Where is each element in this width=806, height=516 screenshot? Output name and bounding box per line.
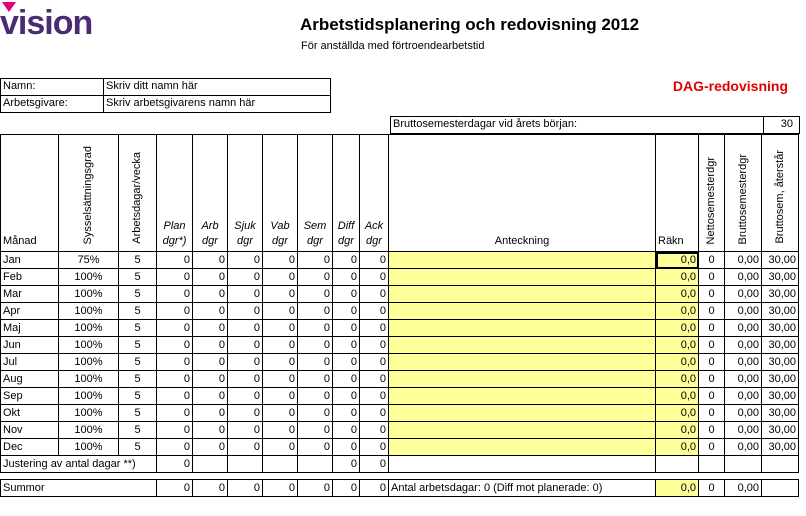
cell-netto: 0 <box>699 439 725 456</box>
summary-label: Summor <box>1 480 157 497</box>
cell-brutto: 0,00 <box>725 354 762 371</box>
cell-days[interactable]: 5 <box>119 405 157 422</box>
report-table <box>0 134 799 497</box>
summary-vab: 0 <box>263 480 298 497</box>
col-sem: Sem dgr <box>298 135 333 252</box>
cell-arb[interactable]: 0 <box>193 388 228 405</box>
cell-vab[interactable]: 0 <box>263 286 298 303</box>
cell-sem[interactable]: 0 <box>298 337 333 354</box>
cell-days[interactable]: 5 <box>119 354 157 371</box>
cell-vab[interactable]: 0 <box>263 303 298 320</box>
cell-pct[interactable]: 100% <box>59 286 119 303</box>
summary-row <box>1 480 799 497</box>
cell-pct[interactable]: 100% <box>59 388 119 405</box>
blank-cell <box>298 456 333 473</box>
table-row <box>1 269 799 286</box>
cell-plan[interactable]: 0 <box>157 286 193 303</box>
cell-rest: 30,00 <box>762 439 799 456</box>
cell-sem[interactable]: 0 <box>298 303 333 320</box>
table-row <box>1 252 799 269</box>
cell-pct[interactable]: 100% <box>59 439 119 456</box>
blank-cell <box>389 456 656 473</box>
cell-sem[interactable]: 0 <box>298 286 333 303</box>
cell-plan[interactable]: 0 <box>157 422 193 439</box>
cell-pct[interactable]: 100% <box>59 337 119 354</box>
cell-ack: 0 <box>360 354 389 371</box>
cell-sem[interactable]: 0 <box>298 388 333 405</box>
table-row <box>1 371 799 388</box>
cell-month: Sep <box>1 388 59 405</box>
table-row <box>1 354 799 371</box>
blank-cell <box>725 456 762 473</box>
cell-rakn: 0,0 <box>656 405 699 422</box>
cell-rest: 30,00 <box>762 337 799 354</box>
cell-month: Jan <box>1 252 59 269</box>
cell-arb[interactable]: 0 <box>193 371 228 388</box>
cell-note[interactable] <box>389 337 656 354</box>
cell-netto: 0 <box>699 422 725 439</box>
cell-rest: 30,00 <box>762 303 799 320</box>
cell-vab[interactable]: 0 <box>263 320 298 337</box>
cell-rest: 30,00 <box>762 286 799 303</box>
cell-netto: 0 <box>699 303 725 320</box>
col-month: Månad <box>1 135 59 252</box>
col-vab: Vab dgr <box>263 135 298 252</box>
cell-rakn: 0,0 <box>656 320 699 337</box>
cell-diff: 0 <box>333 371 360 388</box>
cell-days[interactable]: 5 <box>119 286 157 303</box>
cell-note[interactable] <box>389 388 656 405</box>
cell-days[interactable]: 5 <box>119 252 157 269</box>
cell-diff: 0 <box>333 388 360 405</box>
spacer-row <box>1 473 799 480</box>
cell-sjuk[interactable]: 0 <box>228 252 263 269</box>
cell-brutto: 0,00 <box>725 439 762 456</box>
cell-rakn: 0,0 <box>656 337 699 354</box>
page-title: Arbetstidsplanering och redovisning 2012 <box>300 15 640 34</box>
cell-sjuk[interactable]: 0 <box>228 388 263 405</box>
cell-vab[interactable]: 0 <box>263 252 298 269</box>
cell-rakn: 0,0 <box>656 303 699 320</box>
col-brutto-rest: Bruttosem, återstår <box>762 135 799 252</box>
summary-plan: 0 <box>157 480 193 497</box>
cell-rest: 30,00 <box>762 371 799 388</box>
cell-note[interactable] <box>389 422 656 439</box>
cell-ack: 0 <box>360 303 389 320</box>
col-netto: Nettosemesterdgr <box>699 135 725 252</box>
cell-brutto: 0,00 <box>725 252 762 269</box>
cell-netto: 0 <box>699 269 725 286</box>
cell-plan[interactable]: 0 <box>157 354 193 371</box>
col-arb: Arb dgr <box>193 135 228 252</box>
cell-plan[interactable]: 0 <box>157 269 193 286</box>
table-row <box>1 320 799 337</box>
cell-diff: 0 <box>333 422 360 439</box>
cell-pct[interactable]: 75% <box>59 252 119 269</box>
col-sjuk: Sjuk dgr <box>228 135 263 252</box>
cell-plan[interactable]: 0 <box>157 303 193 320</box>
cell-days[interactable]: 5 <box>119 439 157 456</box>
cell-arb[interactable]: 0 <box>193 303 228 320</box>
cell-brutto: 0,00 <box>725 371 762 388</box>
cell-sem[interactable]: 0 <box>298 439 333 456</box>
summary-sjuk: 0 <box>228 480 263 497</box>
adjustment-label: Justering av antal dagar **) <box>1 456 157 473</box>
cell-ack: 0 <box>360 252 389 269</box>
cell-netto: 0 <box>699 388 725 405</box>
table-row <box>1 422 799 439</box>
cell-pct[interactable]: 100% <box>59 371 119 388</box>
employer-label: Arbetsgivare: <box>0 95 104 113</box>
cell-netto: 0 <box>699 371 725 388</box>
blank-cell <box>263 456 298 473</box>
cell-month: Maj <box>1 320 59 337</box>
cell-pct[interactable]: 100% <box>59 405 119 422</box>
cell-days[interactable]: 5 <box>119 422 157 439</box>
cell-note[interactable] <box>389 269 656 286</box>
cell-plan[interactable]: 0 <box>157 320 193 337</box>
cell-diff: 0 <box>333 303 360 320</box>
cell-brutto: 0,00 <box>725 337 762 354</box>
cell-diff: 0 <box>333 320 360 337</box>
col-workdays-week: Arbetsdagar/vecka <box>119 135 157 252</box>
cell-note[interactable] <box>389 252 656 269</box>
cell-sjuk[interactable]: 0 <box>228 405 263 422</box>
col-brutto: Bruttosemesterdgr <box>725 135 762 252</box>
col-note: Anteckning <box>389 135 656 252</box>
adjustment-row <box>1 456 799 473</box>
spacer-cell <box>1 473 799 480</box>
cell-pct[interactable]: 100% <box>59 303 119 320</box>
cell-plan[interactable]: 0 <box>157 388 193 405</box>
cell-rakn: 0,0 <box>656 269 699 286</box>
cell-plan[interactable]: 0 <box>157 371 193 388</box>
cell-rest: 30,00 <box>762 320 799 337</box>
cell-netto: 0 <box>699 286 725 303</box>
cell-days[interactable]: 5 <box>119 388 157 405</box>
cell-netto: 0 <box>699 252 725 269</box>
cell-arb[interactable]: 0 <box>193 286 228 303</box>
summary-brutto: 0,00 <box>725 480 762 497</box>
cell-sjuk[interactable]: 0 <box>228 286 263 303</box>
cell-diff: 0 <box>333 337 360 354</box>
cell-plan[interactable]: 0 <box>157 439 193 456</box>
cell-ack: 0 <box>360 405 389 422</box>
adjustment-ack: 0 <box>360 456 389 473</box>
blank-cell <box>699 456 725 473</box>
blank-cell <box>762 456 799 473</box>
cell-note[interactable] <box>389 405 656 422</box>
summary-rakn: 0,0 <box>656 480 699 497</box>
cell-vab[interactable]: 0 <box>263 337 298 354</box>
cell-month: Feb <box>1 269 59 286</box>
cell-vab[interactable]: 0 <box>263 422 298 439</box>
table-row <box>1 388 799 405</box>
blank-cell <box>193 456 228 473</box>
table-row <box>1 286 799 303</box>
cell-brutto: 0,00 <box>725 303 762 320</box>
cell-sjuk[interactable]: 0 <box>228 269 263 286</box>
cell-days[interactable]: 5 <box>119 269 157 286</box>
blank-cell <box>656 456 699 473</box>
cell-ack: 0 <box>360 337 389 354</box>
cell-pct[interactable]: 100% <box>59 422 119 439</box>
summary-note: Antal arbetsdagar: 0 (Diff mot planerade: 0) <box>389 480 656 497</box>
col-plan: Plan dgr*) <box>157 135 193 252</box>
cell-vab[interactable]: 0 <box>263 439 298 456</box>
table-row <box>1 303 799 320</box>
table-row <box>1 439 799 456</box>
cell-rest: 30,00 <box>762 388 799 405</box>
cell-ack: 0 <box>360 269 389 286</box>
cell-diff: 0 <box>333 269 360 286</box>
cell-pct[interactable]: 100% <box>59 354 119 371</box>
cell-month: Aug <box>1 371 59 388</box>
cell-month: Dec <box>1 439 59 456</box>
cell-rakn: 0,0 <box>656 422 699 439</box>
summary-arb: 0 <box>193 480 228 497</box>
cell-pct[interactable]: 100% <box>59 269 119 286</box>
cell-rakn: 0,0 <box>656 354 699 371</box>
cell-arb[interactable]: 0 <box>193 439 228 456</box>
cell-sem[interactable]: 0 <box>298 405 333 422</box>
vision-logo: vision <box>0 4 93 42</box>
cell-sem[interactable]: 0 <box>298 269 333 286</box>
cell-sjuk[interactable]: 0 <box>228 422 263 439</box>
cell-netto: 0 <box>699 320 725 337</box>
adjustment-plan[interactable]: 0 <box>157 456 193 473</box>
blank-cell <box>762 480 799 497</box>
cell-brutto: 0,00 <box>725 388 762 405</box>
cell-plan[interactable]: 0 <box>157 252 193 269</box>
name-field[interactable]: Skriv ditt namn här <box>103 78 331 96</box>
cell-brutto: 0,00 <box>725 286 762 303</box>
cell-month: Okt <box>1 405 59 422</box>
cell-diff: 0 <box>333 252 360 269</box>
cell-note[interactable] <box>389 371 656 388</box>
cell-arb[interactable]: 0 <box>193 320 228 337</box>
summary-sem: 0 <box>298 480 333 497</box>
cell-month: Jul <box>1 354 59 371</box>
cell-arb[interactable]: 0 <box>193 337 228 354</box>
cell-netto: 0 <box>699 354 725 371</box>
cell-ack: 0 <box>360 320 389 337</box>
summary-netto: 0 <box>699 480 725 497</box>
col-rakn: Räkn <box>656 135 699 252</box>
cell-arb[interactable]: 0 <box>193 354 228 371</box>
cell-sjuk[interactable]: 0 <box>228 320 263 337</box>
cell-rakn: 0,0 <box>656 371 699 388</box>
cell-sjuk[interactable]: 0 <box>228 337 263 354</box>
cell-diff: 0 <box>333 439 360 456</box>
cell-brutto: 0,00 <box>725 405 762 422</box>
cell-vab[interactable]: 0 <box>263 371 298 388</box>
cell-sem[interactable]: 0 <box>298 422 333 439</box>
cell-sem[interactable]: 0 <box>298 320 333 337</box>
vacation-start-label: Bruttosemesterdagar vid årets början: <box>390 116 764 134</box>
adjustment-diff: 0 <box>333 456 360 473</box>
cell-rest: 30,00 <box>762 405 799 422</box>
cell-ack: 0 <box>360 371 389 388</box>
cell-sjuk[interactable]: 0 <box>228 354 263 371</box>
cell-rakn: 0,0 <box>656 286 699 303</box>
cell-note[interactable] <box>389 439 656 456</box>
cell-ack: 0 <box>360 422 389 439</box>
cell-sjuk[interactable]: 0 <box>228 371 263 388</box>
cell-sem[interactable]: 0 <box>298 354 333 371</box>
col-employment: Sysselsättningsgrad <box>59 135 119 252</box>
cell-arb[interactable]: 0 <box>193 405 228 422</box>
cell-month: Apr <box>1 303 59 320</box>
cell-month: Nov <box>1 422 59 439</box>
cell-sjuk[interactable]: 0 <box>228 303 263 320</box>
blank-cell <box>228 456 263 473</box>
cell-days[interactable]: 5 <box>119 303 157 320</box>
cell-vab[interactable]: 0 <box>263 354 298 371</box>
name-label: Namn: <box>0 78 104 96</box>
cell-netto: 0 <box>699 337 725 354</box>
table-row <box>1 337 799 354</box>
employer-field[interactable]: Skriv arbetsgivarens namn här <box>103 95 331 113</box>
cell-days[interactable]: 5 <box>119 371 157 388</box>
page-subtitle: För anställda med förtroendearbetstid <box>301 40 485 52</box>
cell-vab[interactable]: 0 <box>263 405 298 422</box>
table-row <box>1 405 799 422</box>
cell-arb[interactable]: 0 <box>193 269 228 286</box>
cell-brutto: 0,00 <box>725 269 762 286</box>
cell-diff: 0 <box>333 286 360 303</box>
cell-pct[interactable]: 100% <box>59 320 119 337</box>
cell-plan[interactable]: 0 <box>157 337 193 354</box>
cell-rest: 30,00 <box>762 354 799 371</box>
cell-diff: 0 <box>333 405 360 422</box>
cell-vab[interactable]: 0 <box>263 269 298 286</box>
summary-ack: 0 <box>360 480 389 497</box>
cell-plan[interactable]: 0 <box>157 405 193 422</box>
cell-ack: 0 <box>360 439 389 456</box>
cell-rakn: 0,0 <box>656 252 699 269</box>
cell-month: Mar <box>1 286 59 303</box>
cell-arb[interactable]: 0 <box>193 252 228 269</box>
cell-rest: 30,00 <box>762 269 799 286</box>
cell-days[interactable]: 5 <box>119 337 157 354</box>
cell-vab[interactable]: 0 <box>263 388 298 405</box>
cell-rest: 30,00 <box>762 422 799 439</box>
cell-rakn: 0,0 <box>656 439 699 456</box>
col-diff: Diff dgr <box>333 135 360 252</box>
cell-note[interactable] <box>389 354 656 371</box>
cell-sem[interactable]: 0 <box>298 252 333 269</box>
cell-note[interactable] <box>389 320 656 337</box>
cell-netto: 0 <box>699 405 725 422</box>
cell-diff: 0 <box>333 354 360 371</box>
cell-rakn: 0,0 <box>656 388 699 405</box>
col-ack: Ack dgr <box>360 135 389 252</box>
vacation-start-field[interactable]: 30 <box>763 116 800 134</box>
cell-arb[interactable]: 0 <box>193 422 228 439</box>
cell-brutto: 0,00 <box>725 422 762 439</box>
cell-note[interactable] <box>389 303 656 320</box>
cell-ack: 0 <box>360 286 389 303</box>
cell-month: Jun <box>1 337 59 354</box>
cell-days[interactable]: 5 <box>119 320 157 337</box>
cell-rest: 30,00 <box>762 252 799 269</box>
cell-ack: 0 <box>360 388 389 405</box>
cell-brutto: 0,00 <box>725 320 762 337</box>
cell-sjuk[interactable]: 0 <box>228 439 263 456</box>
report-type-label: DAG-redovisning <box>672 78 788 94</box>
cell-sem[interactable]: 0 <box>298 371 333 388</box>
summary-diff: 0 <box>333 480 360 497</box>
cell-note[interactable] <box>389 286 656 303</box>
